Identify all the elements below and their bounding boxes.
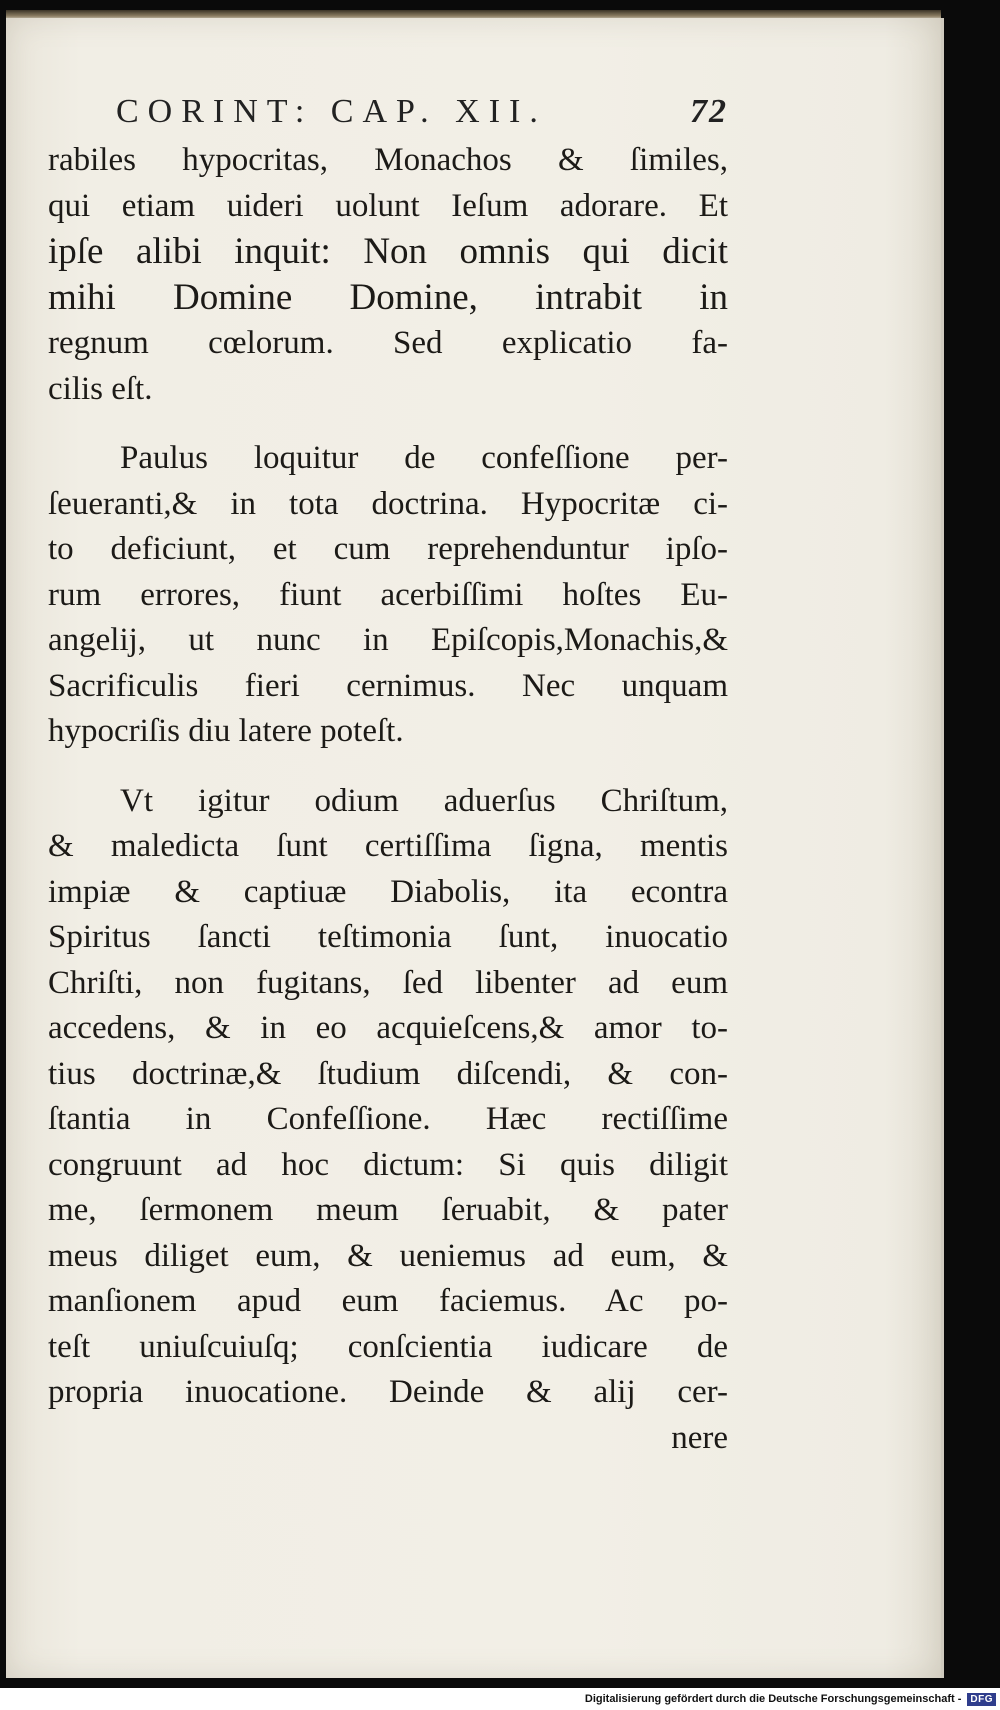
text-line: Vt igitur odium aduerſus Chriſtum, bbox=[120, 782, 728, 819]
funding-credit: Digitalisierung gefördert durch die Deutsche Forschungsgemeinschaft - bbox=[584, 1693, 962, 1705]
text-line: ipſe alibi inquit: Non omnis qui dicit bbox=[48, 231, 728, 272]
text-line: me, ſermonem meum ſeruabit, & pater bbox=[48, 1192, 728, 1228]
text-line: cilis eſt. bbox=[48, 370, 153, 407]
text-line: accedens, & in eo acquieſcens,& amor to- bbox=[48, 1010, 728, 1046]
text-line: teſt uniuſcuiuſq; conſcientia iudicare de bbox=[48, 1328, 728, 1365]
text-line: congruunt ad hoc dictum: Si quis diligit bbox=[48, 1146, 728, 1183]
text-line: meus diliget eum, & ueniemus ad eum, & bbox=[48, 1237, 728, 1274]
text-line: to deficiunt, et cum reprehenduntur ipſo- bbox=[48, 531, 728, 567]
text-line: propria inuocatione. Deinde & alij cer- bbox=[48, 1374, 728, 1410]
text-line: tius doctrinæ,& ſtudium diſcendi, & con- bbox=[48, 1055, 728, 1092]
text-line: ſeueranti,& in tota doctrina. Hypocritæ ci- bbox=[48, 485, 728, 522]
page-number: 72 bbox=[690, 93, 728, 130]
text-line: Chriſti, non fugitans, ſed libenter ad eum bbox=[48, 964, 728, 1001]
text-line: Paulus loquitur de confeſſione per- bbox=[120, 440, 728, 476]
paragraph-gap bbox=[48, 412, 728, 436]
paragraph-2 bbox=[48, 436, 728, 755]
running-head-title: CORINT: CAP. XII. bbox=[116, 93, 547, 130]
text-line: & maledicta ſunt certiſſima ſigna, mentis bbox=[48, 828, 728, 864]
text-line: Sacrificulis fieri cernimus. Nec unquam bbox=[48, 667, 728, 704]
text-line: rabiles hypocritas, Monachos & ſimiles, bbox=[48, 142, 728, 178]
dfg-logo-icon: DFG bbox=[967, 1693, 996, 1706]
text-line: qui etiam uideri uolunt Ieſum adorare. Et bbox=[48, 187, 728, 224]
text-line: hypocriſis diu latere poteſt. bbox=[48, 713, 404, 749]
text-line: impiæ & captiuæ Diabolis, ita econtra bbox=[48, 873, 728, 910]
running-head bbox=[116, 92, 728, 132]
text-line: rum errores, fiunt acerbiſſimi hoſtes Eu- bbox=[48, 576, 728, 613]
text-line: regnum cœlorum. Sed explicatio fa- bbox=[48, 325, 728, 361]
text-line: angelij, ut nunc in Epiſcopis,Monachis,& bbox=[48, 622, 728, 658]
text-line: mihi Domine Domine, intrabit in bbox=[48, 277, 728, 318]
text-line: manſionem apud eum faciemus. Ac po- bbox=[48, 1283, 728, 1319]
paragraph-gap bbox=[48, 755, 728, 779]
page-text-block bbox=[48, 92, 728, 1461]
digitization-footer bbox=[0, 1688, 1000, 1710]
paragraph-1 bbox=[48, 138, 728, 412]
text-line: Spiritus ſancti teſtimonia ſunt, inuocatio bbox=[48, 919, 728, 955]
paragraph-3 bbox=[48, 779, 728, 1416]
text-line: ſtantia in Confeſſione. Hæc rectiſſime bbox=[48, 1101, 728, 1137]
catchword: nere bbox=[671, 1419, 728, 1456]
